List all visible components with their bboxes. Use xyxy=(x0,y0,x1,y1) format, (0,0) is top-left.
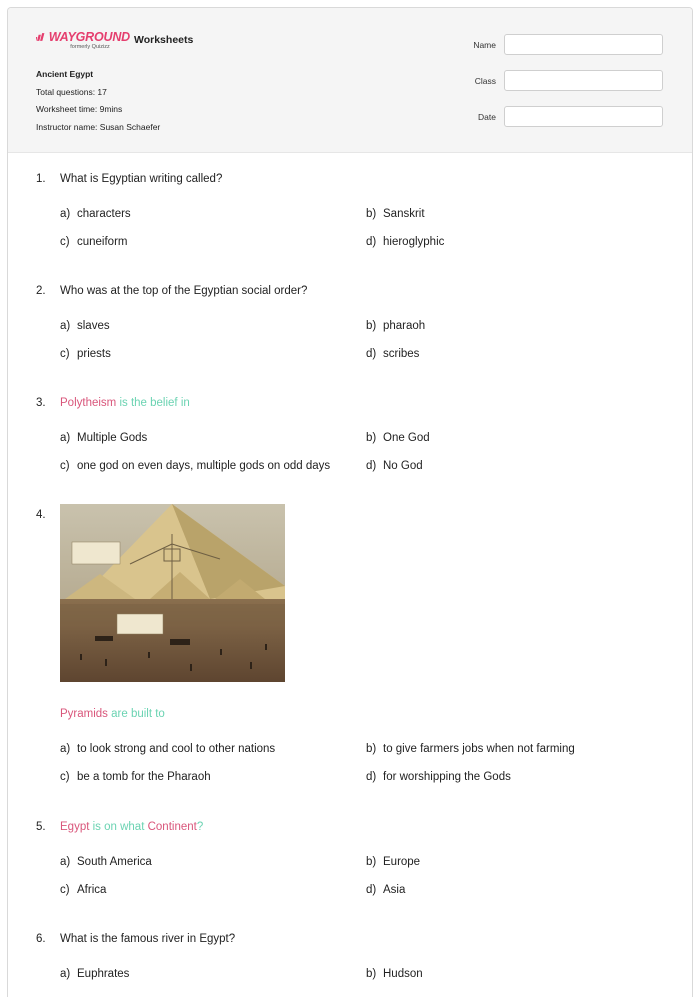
name-label: Name xyxy=(473,39,496,50)
option-d: d) Asia xyxy=(366,884,406,896)
option-b: b) pharaoh xyxy=(366,320,426,332)
option-c: c) one god on even days, multiple gods on odd days xyxy=(60,460,331,472)
worksheet-time: Worksheet time: 9mins xyxy=(36,104,123,114)
option-d: d) No God xyxy=(366,460,423,472)
wayground-logo-icon xyxy=(36,32,47,42)
question-number: 1. xyxy=(36,173,46,185)
option-d: d) hieroglyphic xyxy=(366,236,445,248)
pyramid-illustration xyxy=(60,504,285,682)
class-label: Class xyxy=(474,75,496,86)
option-b: b) Europe xyxy=(366,856,421,868)
option-b: b) One God xyxy=(366,432,430,444)
option-a: a) Euphrates xyxy=(60,968,130,980)
question-number: 3. xyxy=(36,397,46,409)
question-text: Who was at the top of the Egyptian social order? xyxy=(60,285,308,297)
option-c: c) Africa xyxy=(60,884,107,896)
wayground-logo xyxy=(36,30,130,50)
logo-text: WAYGROUND xyxy=(48,30,130,44)
worksheet-meta xyxy=(36,66,160,136)
total-questions: Total questions: 17 xyxy=(36,86,107,97)
question-number: 6. xyxy=(36,933,46,945)
question-number: 2. xyxy=(36,285,46,297)
date-label: Date xyxy=(478,111,496,122)
question-text: Pyramids are built to xyxy=(60,708,165,720)
question-text: Polytheism is the belief in xyxy=(60,397,190,409)
worksheet-header xyxy=(8,8,692,153)
date-field-row xyxy=(478,106,663,127)
question-text: What is Egyptian writing called? xyxy=(60,173,223,185)
instructor-name: Instructor name: Susan Schaefer xyxy=(36,121,161,132)
question-number: 4. xyxy=(36,509,46,521)
date-field[interactable] xyxy=(504,106,663,127)
option-d: d) for worshipping the Gods xyxy=(366,771,511,783)
option-a: a) slaves xyxy=(60,320,110,332)
question-text: What is the famous river in Egypt? xyxy=(60,933,236,945)
option-a: a) characters xyxy=(60,208,131,220)
option-c: c) priests xyxy=(60,348,111,360)
name-field-row xyxy=(473,34,663,55)
option-d: d) scribes xyxy=(366,348,420,360)
class-field-row xyxy=(475,70,663,91)
option-b: b) to give farmers jobs when not farming xyxy=(366,743,575,755)
worksheet-page xyxy=(7,7,693,997)
option-c: c) be a tomb for the Pharaoh xyxy=(60,771,211,783)
brand-title: Worksheets xyxy=(134,34,194,46)
option-c: c) cuneiform xyxy=(60,236,128,248)
worksheet-topic: Ancient Egypt xyxy=(36,69,94,79)
question-number: 5. xyxy=(36,821,46,833)
option-b: b) Hudson xyxy=(366,968,423,980)
class-field[interactable] xyxy=(504,70,663,91)
option-a: a) Multiple Gods xyxy=(60,432,148,444)
name-field[interactable] xyxy=(504,34,663,55)
option-a: a) to look strong and cool to other nations xyxy=(60,743,276,755)
option-b: b) Sanskrit xyxy=(366,208,425,220)
option-a: a) South America xyxy=(60,856,152,868)
logo-subtext: formerly Quizizz xyxy=(70,44,110,50)
pyramid-cutaway-image xyxy=(60,504,285,682)
question-text: Egypt is on what Continent? xyxy=(60,821,204,833)
